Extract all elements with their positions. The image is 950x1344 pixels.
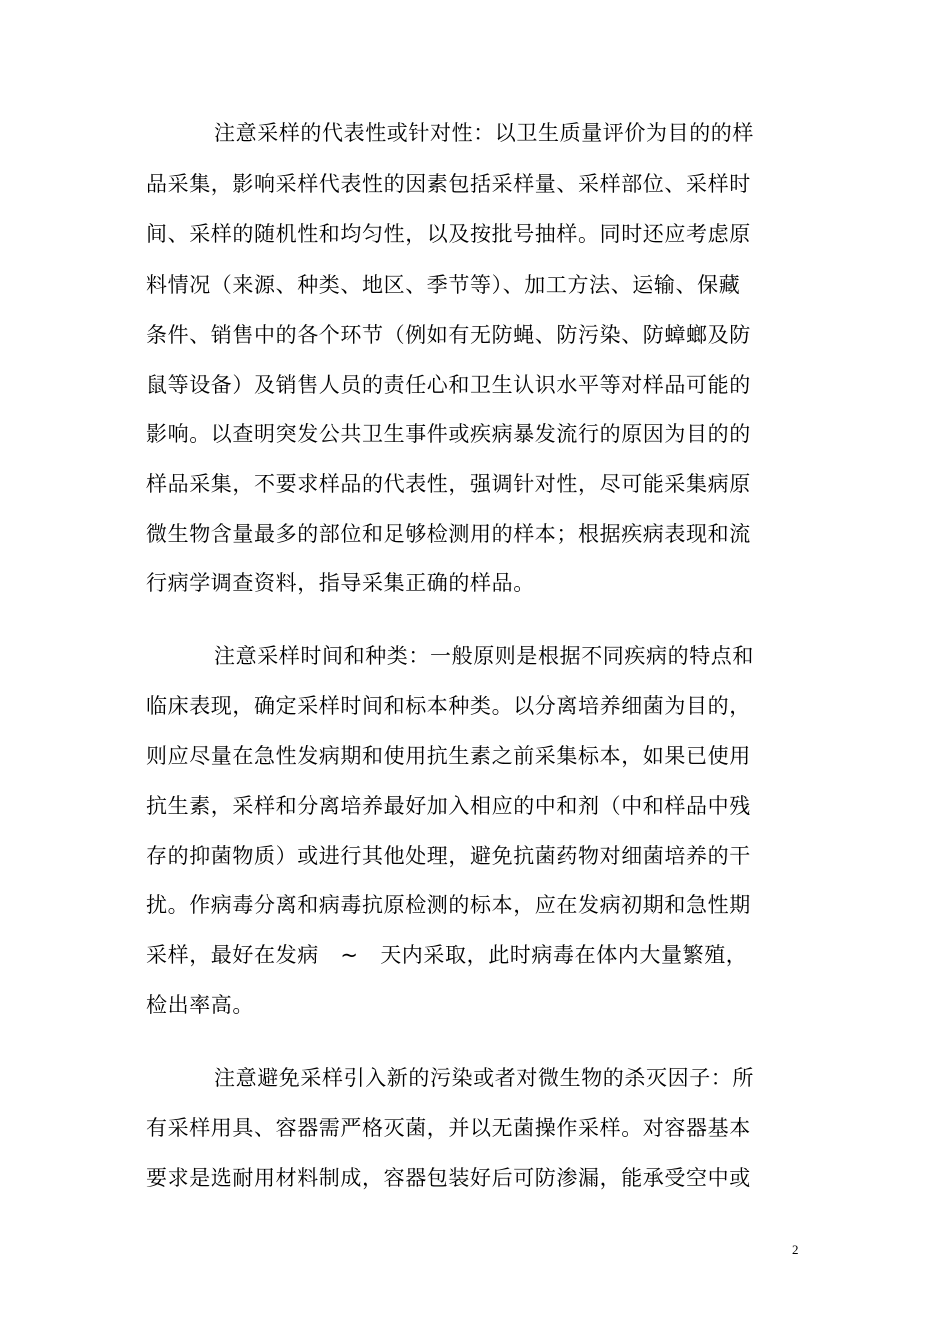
paragraph-1-line-10: 行病学调查资料，指导采集正确的样品。: [146, 571, 535, 595]
paragraph-1-line-2: 品采集，影响采样代表性的因素包括采样量、采样部位、采样时: [146, 172, 751, 196]
paragraph-2-line-5: 存的抑菌物质）或进行其他处理，避免抗菌药物对细菌培养的干: [146, 844, 751, 868]
page-number: 2: [792, 1242, 799, 1257]
paragraph-3-line-3: 要求是选耐用材料制成，容器包装好后可防渗漏，能承受空中或: [146, 1166, 751, 1190]
paragraph-1-line-6: 鼠等设备）及销售人员的责任心和卫生认识水平等对样品可能的: [146, 373, 751, 397]
paragraph-3-line-2: 有采样用具、容器需严格灭菌，并以无菌操作采样。对容器基本: [146, 1116, 751, 1140]
paragraph-2-line-1: 注意采样时间和种类：一般原则是根据不同疾病的特点和: [214, 644, 754, 668]
paragraph-2-line-4: 抗生素，采样和分离培养最好加入相应的中和剂（中和样品中残: [146, 794, 751, 818]
paragraph-1-line-3: 间、采样的随机性和均匀性，以及按批号抽样。同时还应考虑原: [146, 222, 751, 246]
paragraph-1-line-8: 样品采集，不要求样品的代表性，强调针对性，尽可能采集病原: [146, 472, 751, 496]
paragraph-2-line-7: 采样，最好在发病 ~ 天内采取，此时病毒在体内大量繁殖，: [146, 943, 748, 967]
paragraph-2-line-8: 检出率高。: [146, 993, 254, 1017]
paragraph-1-line-1: 注意采样的代表性或针对性：以卫生质量评价为目的的样: [214, 121, 754, 145]
paragraph-3-line-1: 注意避免采样引入新的污染或者对微生物的杀灭因子：所: [214, 1066, 754, 1090]
paragraph-1-line-5: 条件、销售中的各个环节（例如有无防蝇、防污染、防蟑螂及防: [146, 323, 751, 347]
paragraph-2-line-2: 临床表现，确定采样时间和标本种类。以分离培养细菌为目的，: [146, 694, 751, 718]
paragraph-2-line-3: 则应尽量在急性发病期和使用抗生素之前采集标本，如果已使用: [146, 744, 751, 768]
paragraph-1-line-4: 料情况（来源、种类、地区、季节等）、加工方法、运输、保藏: [146, 273, 741, 297]
paragraph-1-line-7: 影响。以查明突发公共卫生事件或疾病暴发流行的原因为目的的: [146, 422, 751, 446]
paragraph-2-line-6: 扰。作病毒分离和病毒抗原检测的标本，应在发病初期和急性期: [146, 893, 751, 917]
paragraph-1-line-9: 微生物含量最多的部位和足够检测用的样本；根据疾病表现和流: [146, 522, 751, 546]
